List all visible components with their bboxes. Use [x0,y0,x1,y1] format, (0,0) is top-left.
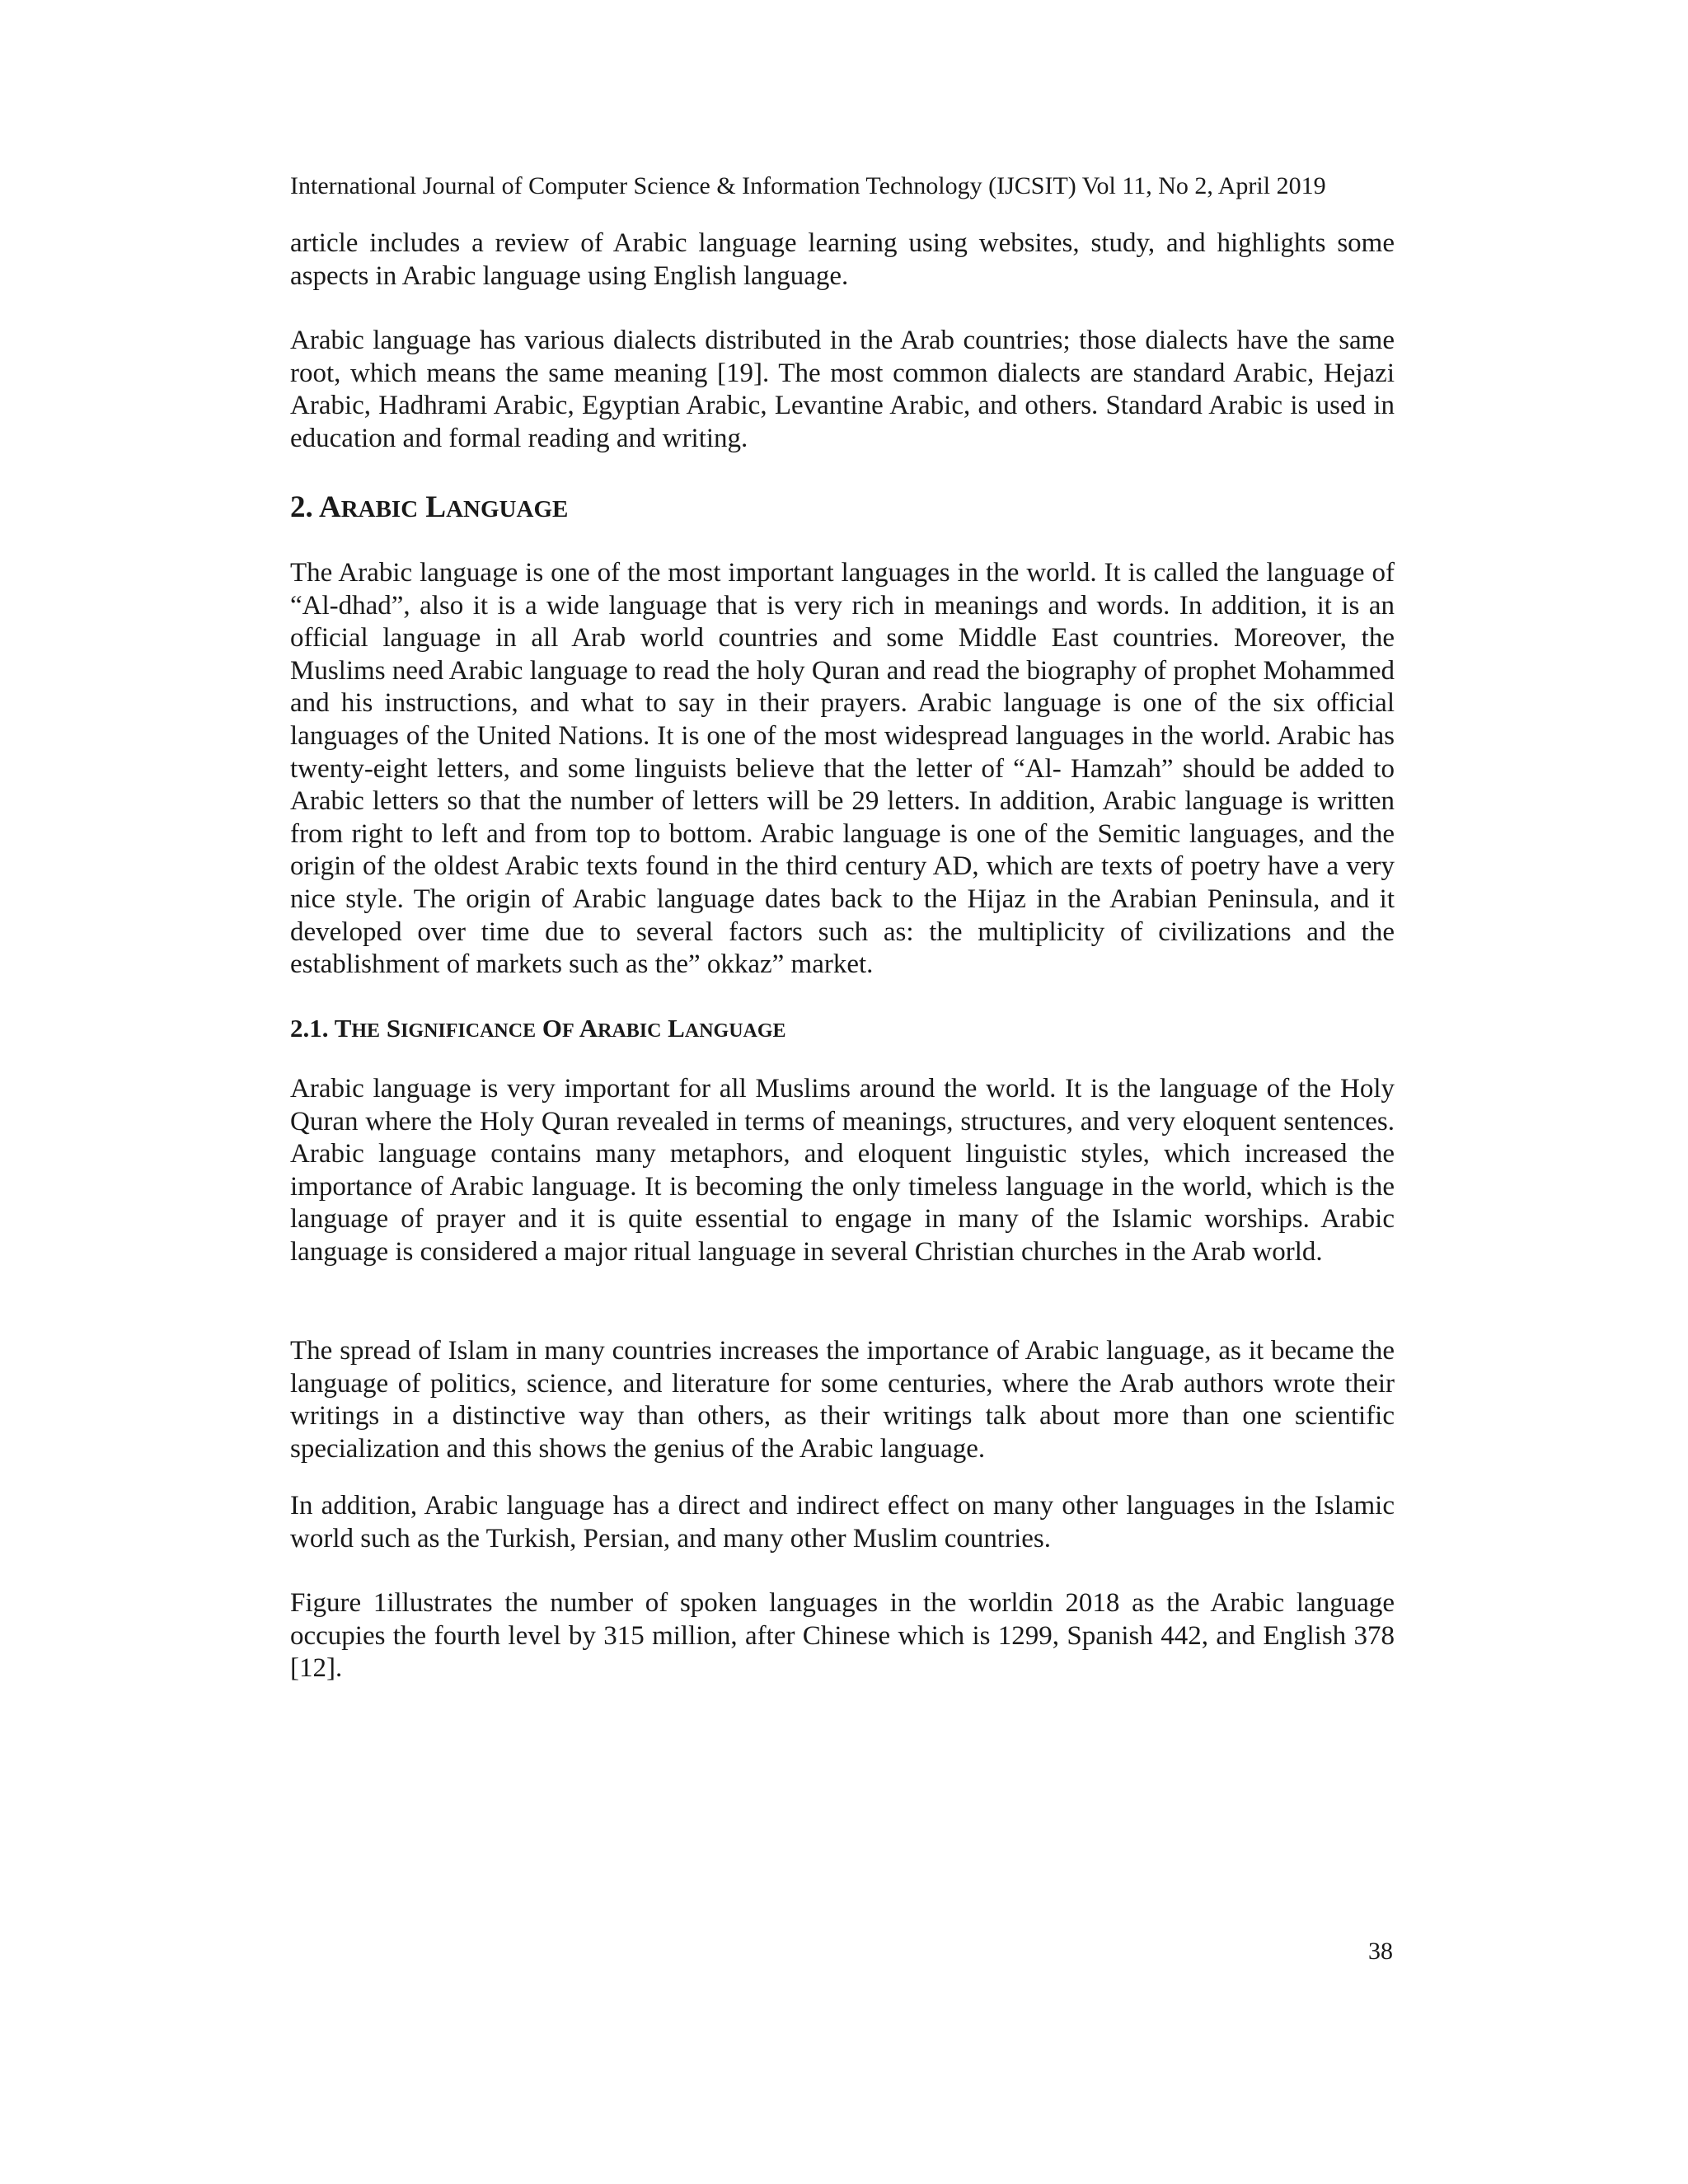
subsection-heading-significance [290,1012,1395,1047]
paragraph-text: In addition, Arabic language has a direct and indirect effect on many other languages in the Islamic world such as the Turkish, Persian, and many other Muslim countries. [290,1491,1395,1554]
section-heading-arabic-language [290,490,1395,527]
heading-word: LANGUAGE [425,490,569,524]
paragraph-text: Arabic language has various dialects distributed in the Arab countries; those dialects have the same root, which means the same meaning [19]. The most common dialects are standard Arabic, Hejazi Arabic, Hadhrami Arabic, Egyptian Arabic, Levantine Arabic, and others. Standard Arabic is used in education and formal reading and writing. [290,326,1395,453]
paragraph-text: The spread of Islam in many countries increases the importance of Arabic language, as it became the language of politics, science, and literature for some centuries, where the Arab authors wrote their writings in a distinctive way than others, as their writings talk about more than one scientific specialization and this shows the genius of the Arabic language. [290,1336,1395,1464]
paragraph-text: The Arabic language is one of the most important languages in the world. It is called the language of “Al-dhad”, also it is a wide language that is very rich in meanings and words. In addition, it is an official language in all Arab world countries and some Middle East countries. Moreover, the Muslims need Arabic language to read the holy Quran and read the biography of prophet Mohammed and his instructions, and what to say in their prayers. Arabic language is one of the six official languages of the United Nations. It is one of the most widespread languages in the world. Arabic has twenty-eight letters, and some linguists believe that the letter of “Al- Hamzah” should be added to Arabic letters so that the number of letters will be 29 letters. In addition, Arabic language is written from right to left and from top to bottom. Arabic language is one of the Semitic languages, and the origin of the oldest Arabic texts found in the third century AD, which are texts of poetry have a very nice style. The origin of Arabic language dates back to the Hijaz in the Arabian Peninsula, and it developed over time due to several factors such as: the multiplicity of civilizations and the establishment of markets such as the” okkaz” market. [290,558,1395,980]
paragraph-dialects [290,325,1395,455]
paragraph-spread-of-islam [290,1335,1395,1465]
paragraph-influence [290,1490,1395,1555]
heading-word: ARABIC [318,490,419,524]
paragraph-text: article includes a review of Arabic language learning using websites, study, and highlights some aspects in Arabic language using English language. [290,228,1395,291]
paragraph-review-summary [290,227,1395,293]
paragraph-significance [290,1073,1395,1269]
heading-word: ARABIC [579,1014,662,1043]
heading-word: THE [334,1014,381,1043]
section-number: 2. [290,490,313,524]
heading-word: LANGUAGE [668,1014,786,1043]
paragraph-text: Figure 1illustrates the number of spoken languages in the worldin 2018 as the Arabic language occupies the fourth level by 315 million, after Chinese which is 1299, Spanish 442, and English 378 [12]. [290,1588,1395,1684]
paragraph-arabic-language [290,557,1395,982]
subsection-number: 2.1. [290,1014,329,1043]
page-number: 38 [1368,1938,1393,1965]
heading-word: OF [542,1014,574,1043]
heading-word: SIGNIFICANCE [386,1014,537,1043]
paragraph-text: Arabic language is very important for all Muslims around the world. It is the language of the Holy Quran where the Holy Quran revealed in terms of meanings, structures, and very eloquent sentences. Arabic language contains many metaphors, and eloquent linguistic styles, which increased the importance of Arabic language. It is becoming the only timeless language in the world, which is the language of prayer and it is quite essential to engage in many of the Islamic worships. Arabic language is considered a major ritual language in several Christian churches in the Arab world. [290,1074,1395,1267]
running-header: International Journal of Computer Science & Information Technology (IJCSIT) Vol 11, No 2, April 2019 [290,172,1326,199]
paragraph-figure-reference [290,1587,1395,1685]
